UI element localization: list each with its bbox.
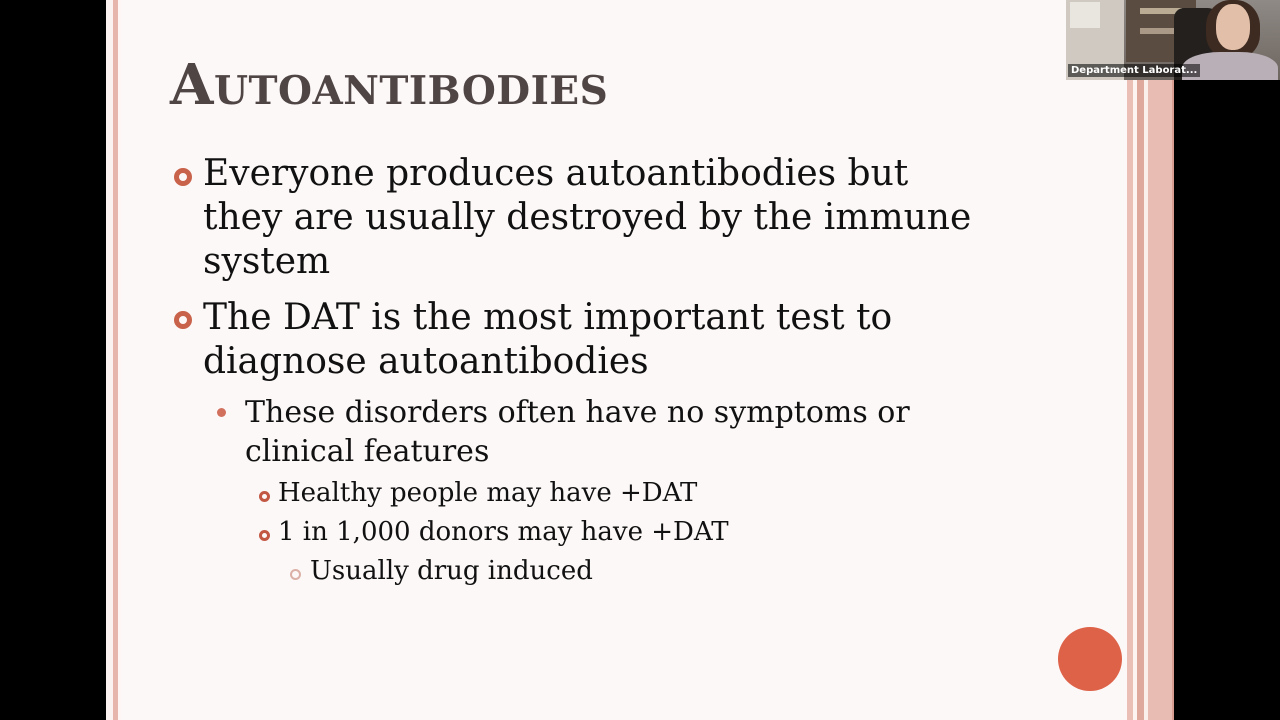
bullet-line: Usually drug induced	[310, 556, 593, 586]
bullet-ring-icon	[259, 491, 270, 502]
bullet-line: diagnose autoantibodies	[203, 341, 649, 382]
bullet-line: Everyone produces autoantibodies but	[203, 153, 909, 194]
presentation-slide	[106, 0, 1174, 720]
participant-name-label: Department Laborat...	[1068, 64, 1200, 77]
right-border-stripe	[1148, 0, 1172, 720]
bullet-line: they are usually destroyed by the immune	[203, 197, 972, 238]
bullet-line: 1 in 1,000 donors may have +DAT	[278, 517, 729, 547]
bullet-line: clinical features	[245, 434, 490, 469]
bullet-ring-icon	[259, 530, 270, 541]
bullet-level-1	[203, 296, 892, 384]
right-border-stripe	[1172, 0, 1174, 720]
bullet-ring-icon	[174, 168, 192, 186]
bullet-level-4	[310, 556, 593, 586]
bullet-line: The DAT is the most important test to	[203, 297, 893, 338]
participant-video-tile[interactable]	[1066, 0, 1280, 80]
participant-avatar	[1216, 4, 1250, 50]
bullet-level-2	[245, 393, 910, 471]
slide-nav-circle-button[interactable]	[1058, 627, 1122, 691]
bullet-ring-icon	[174, 311, 192, 329]
left-border-stripe	[106, 0, 113, 720]
bullet-level-1	[203, 152, 971, 284]
bullet-line: These disorders often have no symptoms or	[245, 395, 910, 430]
bullet-line: Healthy people may have +DAT	[278, 478, 698, 508]
bullet-level-3	[278, 517, 729, 547]
slide-title: Autoantibodies	[170, 52, 609, 118]
video-background	[1070, 2, 1100, 28]
bullet-ring-icon	[290, 569, 301, 580]
bullet-dot-icon	[217, 408, 226, 417]
right-border-stripe	[1137, 0, 1144, 720]
bullet-line: system	[203, 241, 331, 282]
bullet-level-3	[278, 478, 697, 508]
